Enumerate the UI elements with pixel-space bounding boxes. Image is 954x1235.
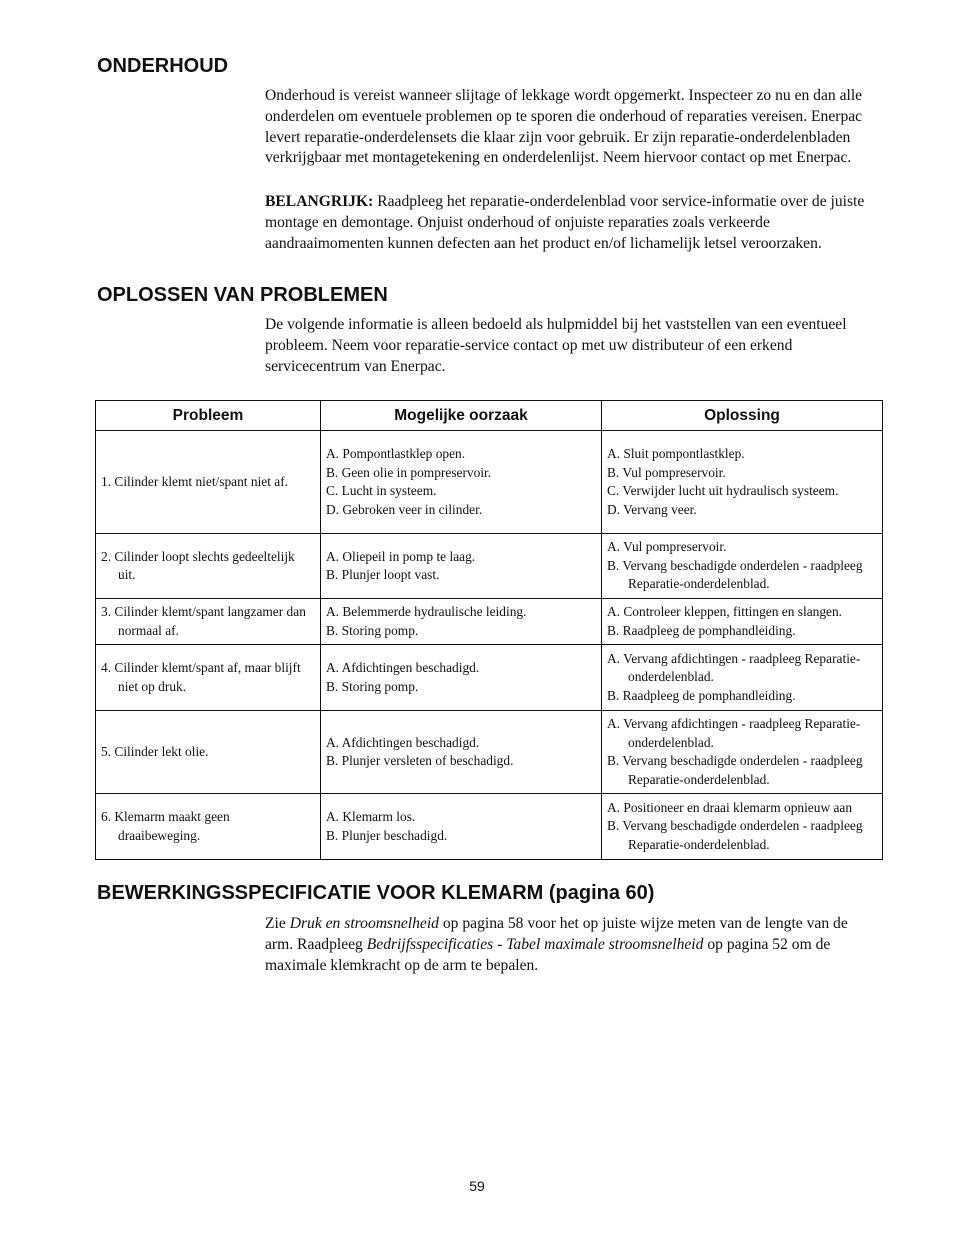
solution-cell <box>602 599 883 645</box>
cell-line: A. Controleer kleppen, fittingen en slangen. <box>607 604 843 619</box>
solution-cell <box>602 431 883 534</box>
problem-cell <box>96 645 321 711</box>
cell-line: B. Vervang beschadigde onderdelen - raadpleeg Reparatie-onderdelenblad. <box>607 557 863 592</box>
cell-line: B. Raadpleeg de pomphandleiding. <box>607 687 796 703</box>
cell-line: A. Vervang afdichtingen - raadpleeg Reparatie-onderdelenblad. <box>607 716 861 750</box>
bewerking-ref-2: Bedrijfsspecificaties - Tabel maximale stroomsnelheid <box>366 935 704 953</box>
cell-line: A. Vervang afdichtingen - raadpleeg Reparatie-onderdelenblad. <box>607 650 861 685</box>
problem-cell <box>96 794 321 860</box>
cell-line: A. Belemmerde hydraulische leiding. <box>326 604 527 619</box>
bewerking-text-1: Zie <box>265 915 290 932</box>
header-probleem: Probleem <box>96 401 321 431</box>
cell-line: 5. Cilinder lekt olie. <box>101 743 209 759</box>
onderhoud-paragraph: Onderhoud is vereist wanneer slijtage of lekkage wordt opgemerkt. Inspecteer zo nu en dan alle onderdelen om eventuele problemen op te sporen die onderhoud of reparaties vereisen. Enerpac levert reparatie-onderdelensets die klaar zijn voor gebruik. Er zijn reparatie-onderdelenbladen verkrijgbaar met montagetekening en onderdelenlijst. Neem hiervoor contact op met Enerpac. <box>265 87 863 167</box>
section-title-oplossen: OPLOSSEN VAN PROBLEMEN <box>97 284 388 306</box>
bewerking-text-2: op pagina 58 voor het op juiste wijze meten van de lengte van de arm. Raadpleeg <box>265 915 848 953</box>
cell-line: B. Geen olie in pompreservoir. <box>326 464 492 480</box>
cell-line: B. Vervang beschadigde onderdelen - raadpleeg Reparatie-onderdelenblad. <box>607 818 863 852</box>
solution-cell <box>602 534 883 599</box>
cell-line: B. Storing pomp. <box>326 678 419 694</box>
cause-cell <box>321 431 602 534</box>
cell-line: A. Klemarm los. <box>326 809 416 824</box>
solution-cell <box>602 711 883 794</box>
page-number: 59 <box>469 1178 485 1194</box>
bewerking-text-3: op pagina 52 om de maximale klemkracht op de arm te bepalen. <box>265 935 831 974</box>
table-row <box>96 534 883 599</box>
cell-line: 3. Cilinder klemt/spant langzamer dan normaal af. <box>101 604 306 638</box>
belangrijk-label: BELANGRIJK: <box>265 193 374 210</box>
cause-cell <box>321 645 602 711</box>
table-row <box>96 711 883 794</box>
cause-cell <box>321 534 602 599</box>
cell-line: C. Lucht in systeem. <box>326 483 437 498</box>
header-oplossing: Oplossing <box>602 401 883 431</box>
oplossen-paragraph: De volgende informatie is alleen bedoeld als hulpmiddel bij het vaststellen van een eventueel probleem. Neem voor reparatie-service contact op met uw distributeur of een erkend servicecentrum van Enerpac. <box>265 316 847 375</box>
bewerking-paragraph <box>265 914 875 976</box>
cause-cell <box>321 794 602 860</box>
cell-line: B. Storing pomp. <box>326 622 419 638</box>
cell-line: A. Oliepeil in pomp te laag. <box>326 548 476 564</box>
cell-line: D. Vervang veer. <box>607 501 697 517</box>
problem-cell <box>96 431 321 534</box>
cell-line: B. Plunjer loopt vast. <box>326 567 440 582</box>
cell-line: B. Plunjer beschadigd. <box>326 827 448 843</box>
cell-line: B. Vul pompreservoir. <box>607 464 726 480</box>
cell-line: A. Positioneer en draai klemarm opnieuw aan <box>607 799 853 815</box>
cell-line: A. Sluit pompontlastklep. <box>607 446 745 461</box>
section-title-onderhoud: ONDERHOUD <box>97 55 229 77</box>
solution-cell <box>602 794 883 860</box>
cell-line: 1. Cilinder klemt niet/spant niet af. <box>101 473 289 489</box>
table-row <box>96 645 883 711</box>
cell-line: A. Vul pompreservoir. <box>607 539 727 555</box>
cell-line: 2. Cilinder loopt slechts gedeeltelijk uit. <box>101 548 295 582</box>
cause-cell <box>321 599 602 645</box>
problem-cell <box>96 711 321 794</box>
table-row <box>96 794 883 860</box>
cell-line: B. Vervang beschadigde onderdelen - raadpleeg Reparatie-onderdelenblad. <box>607 753 863 787</box>
table-row <box>96 599 883 645</box>
cause-cell <box>321 711 602 794</box>
section-title-bewerking: BEWERKINGSSPECIFICATIE VOOR KLEMARM (pagina 60) <box>97 882 655 904</box>
troubleshooting-table <box>95 400 883 860</box>
bewerking-ref-1: Druk en stroomsnelheid <box>289 915 439 932</box>
cell-line: A. Afdichtingen beschadigd. <box>326 734 480 750</box>
belangrijk-text: Raadpleeg het reparatie-onderdelenblad voor service-informatie over de juiste montage en demontage. Onjuist onderhoud of onjuiste reparaties zoals verkeerde aandraaimomenten kunnen defecten aan het product en/of lichamelijk letsel veroorzaken. <box>265 193 865 252</box>
solution-cell <box>602 645 883 711</box>
cell-line: A. Pompontlastklep open. <box>326 446 466 461</box>
problem-cell <box>96 599 321 645</box>
cell-line: B. Plunjer versleten of beschadigd. <box>326 753 514 768</box>
cell-line: B. Raadpleeg de pomphandleiding. <box>607 622 796 638</box>
cell-line: D. Gebroken veer in cilinder. <box>326 501 483 517</box>
table-header-row <box>96 401 883 431</box>
table-row <box>96 431 883 534</box>
cell-line: 6. Klemarm maakt geen draaibeweging. <box>101 809 230 843</box>
belangrijk-paragraph <box>265 192 875 254</box>
header-oorzaak: Mogelijke oorzaak <box>321 401 602 431</box>
cell-line: C. Verwijder lucht uit hydraulisch systeem. <box>607 483 839 498</box>
cell-line: 4. Cilinder klemt/spant af, maar blijft niet op druk. <box>101 660 301 694</box>
cell-line: A. Afdichtingen beschadigd. <box>326 660 480 675</box>
problem-cell <box>96 534 321 599</box>
